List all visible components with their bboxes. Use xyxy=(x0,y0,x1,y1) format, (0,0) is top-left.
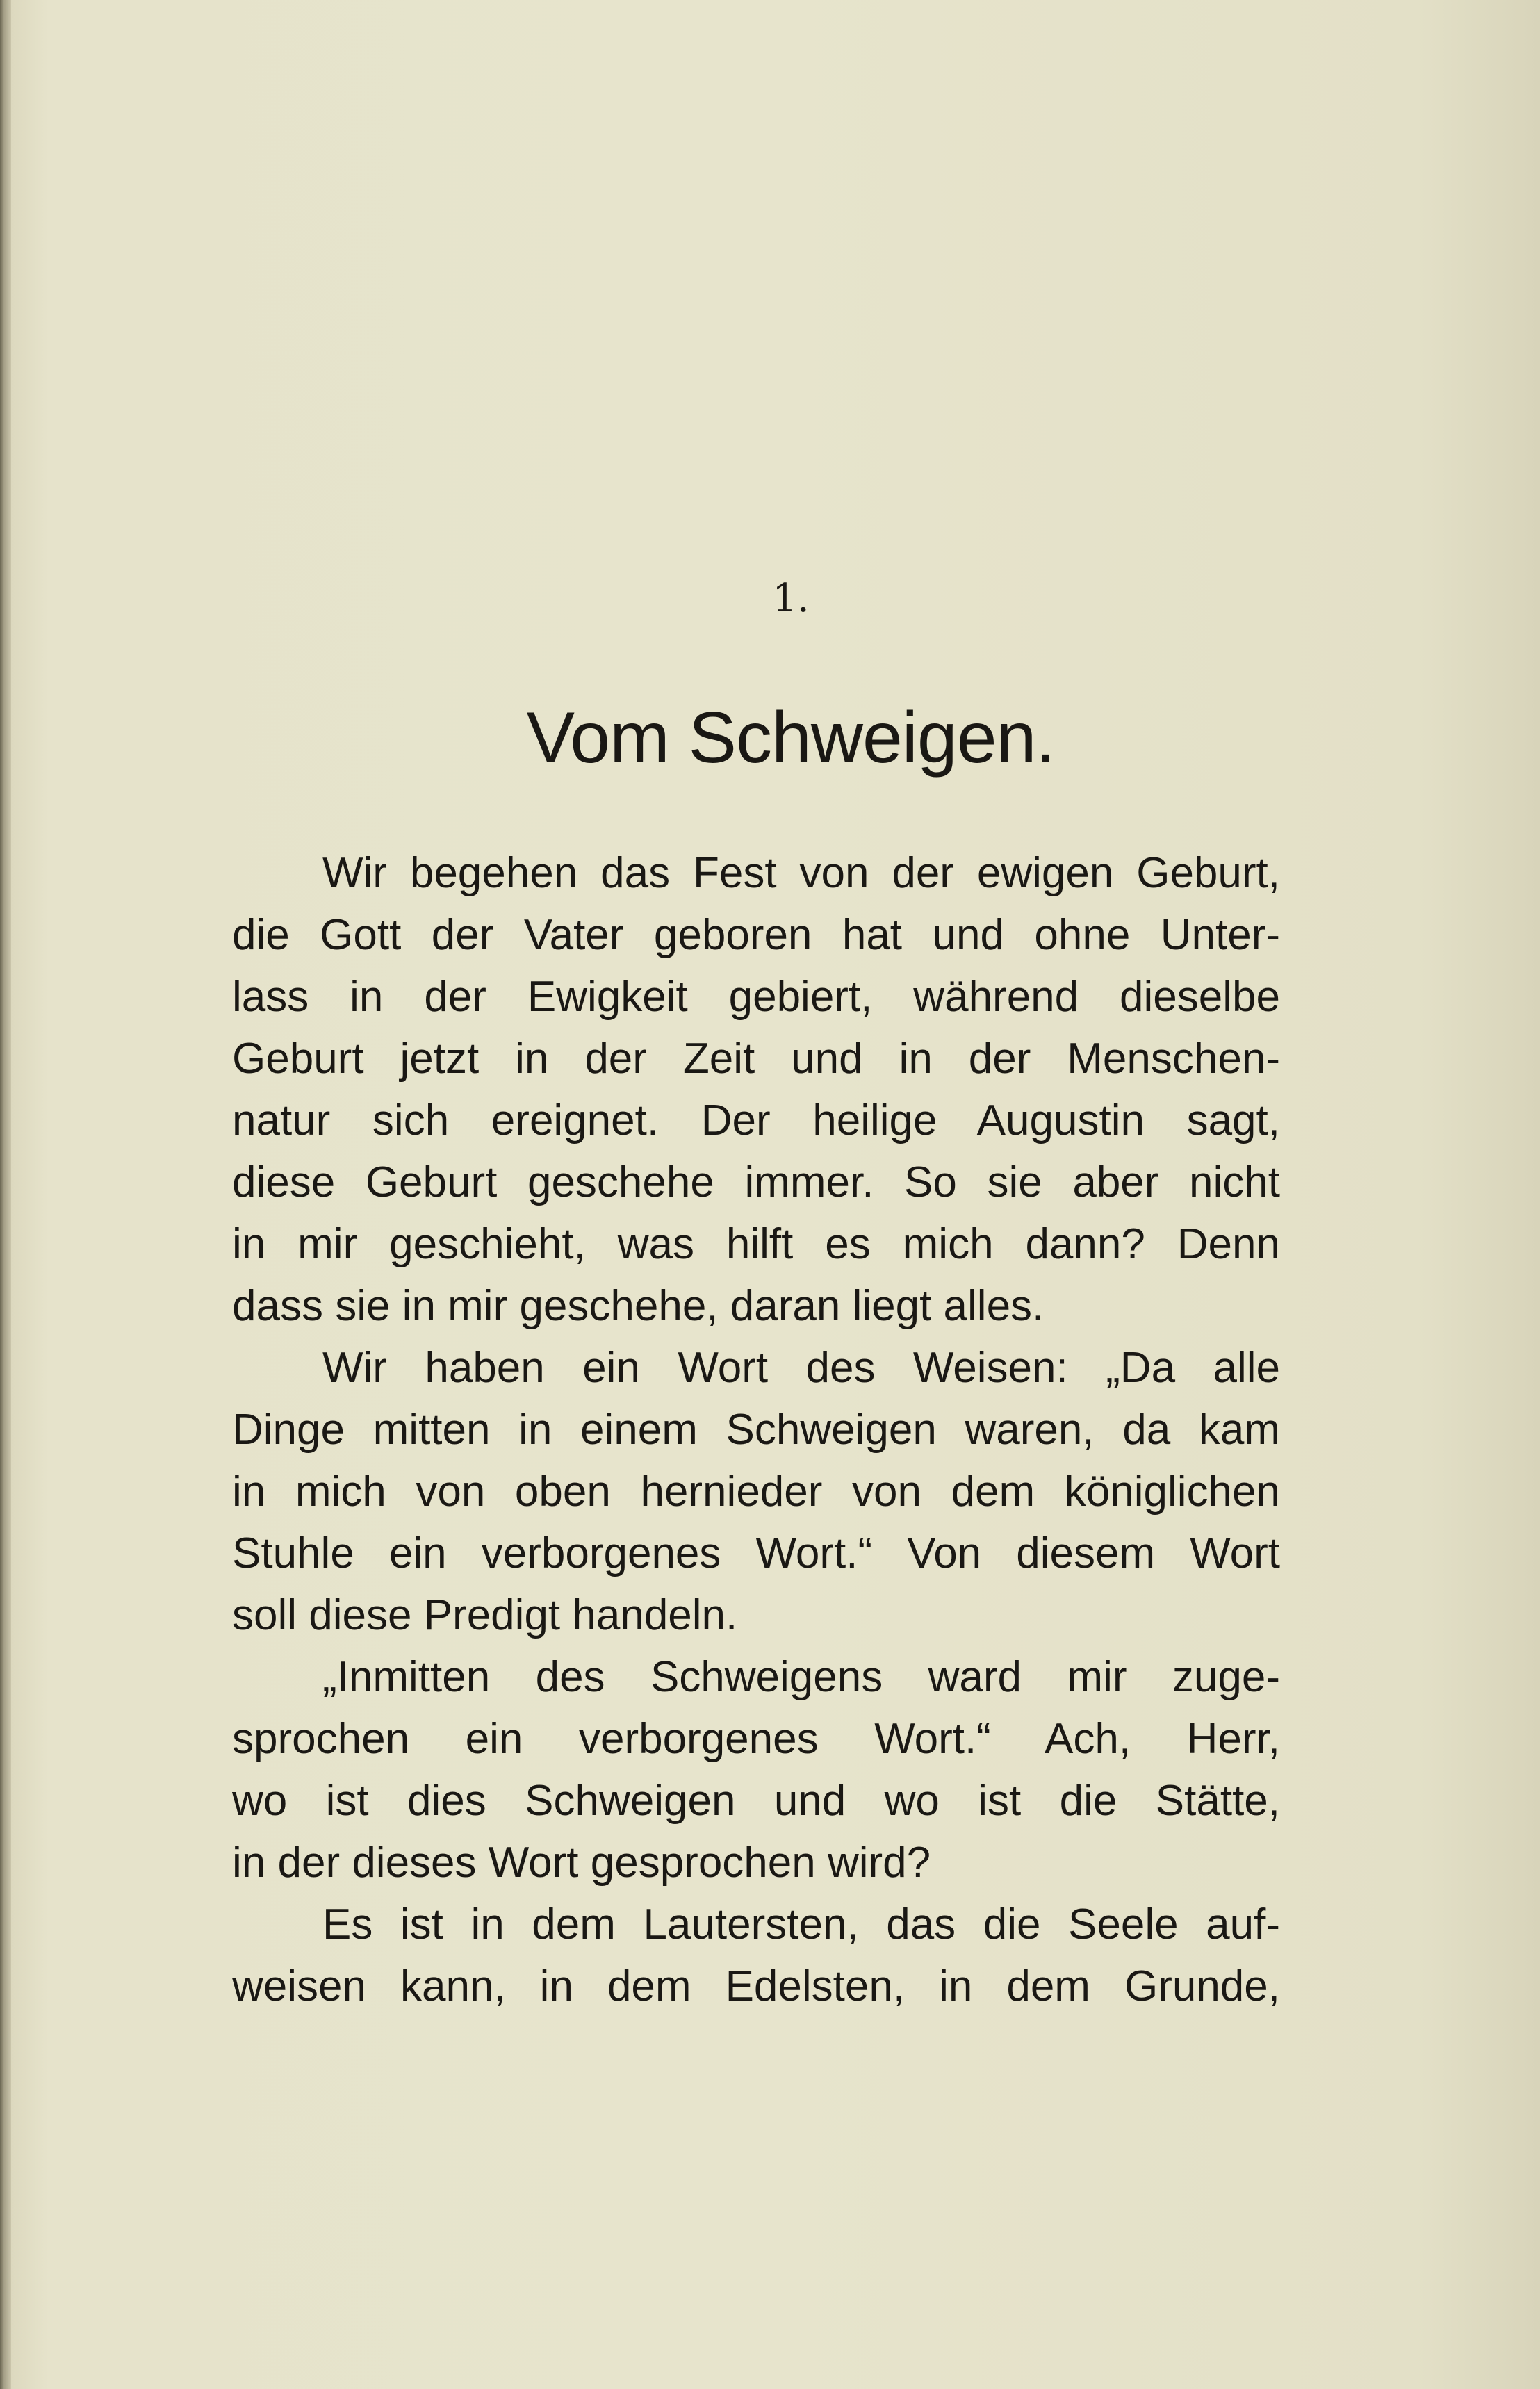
text-line: Wir begehen das Fest von der ewigen Geburt, xyxy=(322,849,1280,897)
body-text xyxy=(232,842,1280,2017)
text-line: wo ist dies Schweigen und wo ist die Stätte, xyxy=(232,1777,1280,1825)
paragraph xyxy=(232,1646,1280,1894)
text-line: weisen kann, in dem Edelsten, in dem Grunde, xyxy=(232,1962,1280,2010)
text-line: sprochen ein verborgenes Wort.“ Ach, Herr, xyxy=(232,1715,1280,1763)
text-line: natur sich ereignet. Der heilige Augustin sagt, xyxy=(232,1097,1280,1144)
text-line: dass sie in mir geschehe, daran liegt alles. xyxy=(232,1282,1045,1330)
paragraph xyxy=(232,1894,1280,2017)
text-line: soll diese Predigt handeln. xyxy=(232,1591,738,1639)
text-line: in der dieses Wort gesprochen wird? xyxy=(232,1839,931,1887)
text-line: diese Geburt geschehe immer. So sie aber nicht xyxy=(232,1158,1280,1206)
text-line: in mir geschieht, was hilft es mich dann? Denn xyxy=(232,1220,1280,1268)
paragraph xyxy=(232,842,1280,1337)
text-line: die Gott der Vater geboren hat und ohne Unter- xyxy=(232,911,1280,959)
text-line: Es ist in dem Lautersten, das die Seele auf- xyxy=(322,1900,1280,1948)
chapter-number: 1. xyxy=(772,576,810,621)
text-line: in mich von oben hernieder von dem königlichen xyxy=(232,1468,1280,1516)
paragraph xyxy=(232,1337,1280,1646)
text-line: Dinge mitten in einem Schweigen waren, da kam xyxy=(232,1406,1280,1454)
text-line: lass in der Ewigkeit gebiert, während dieselbe xyxy=(232,973,1280,1021)
text-line: Geburt jetzt in der Zeit und in der Menschen- xyxy=(232,1035,1280,1083)
binding-shadow xyxy=(0,0,11,2389)
text-line: Stuhle ein verborgenes Wort.“ Von diesem Wort xyxy=(232,1529,1280,1577)
chapter-title: Vom Schweigen. xyxy=(526,698,1056,778)
text-line: Wir haben ein Wort des Weisen: „Da alle xyxy=(322,1344,1280,1392)
text-line: „Inmitten des Schweigens ward mir zuge- xyxy=(322,1653,1280,1701)
